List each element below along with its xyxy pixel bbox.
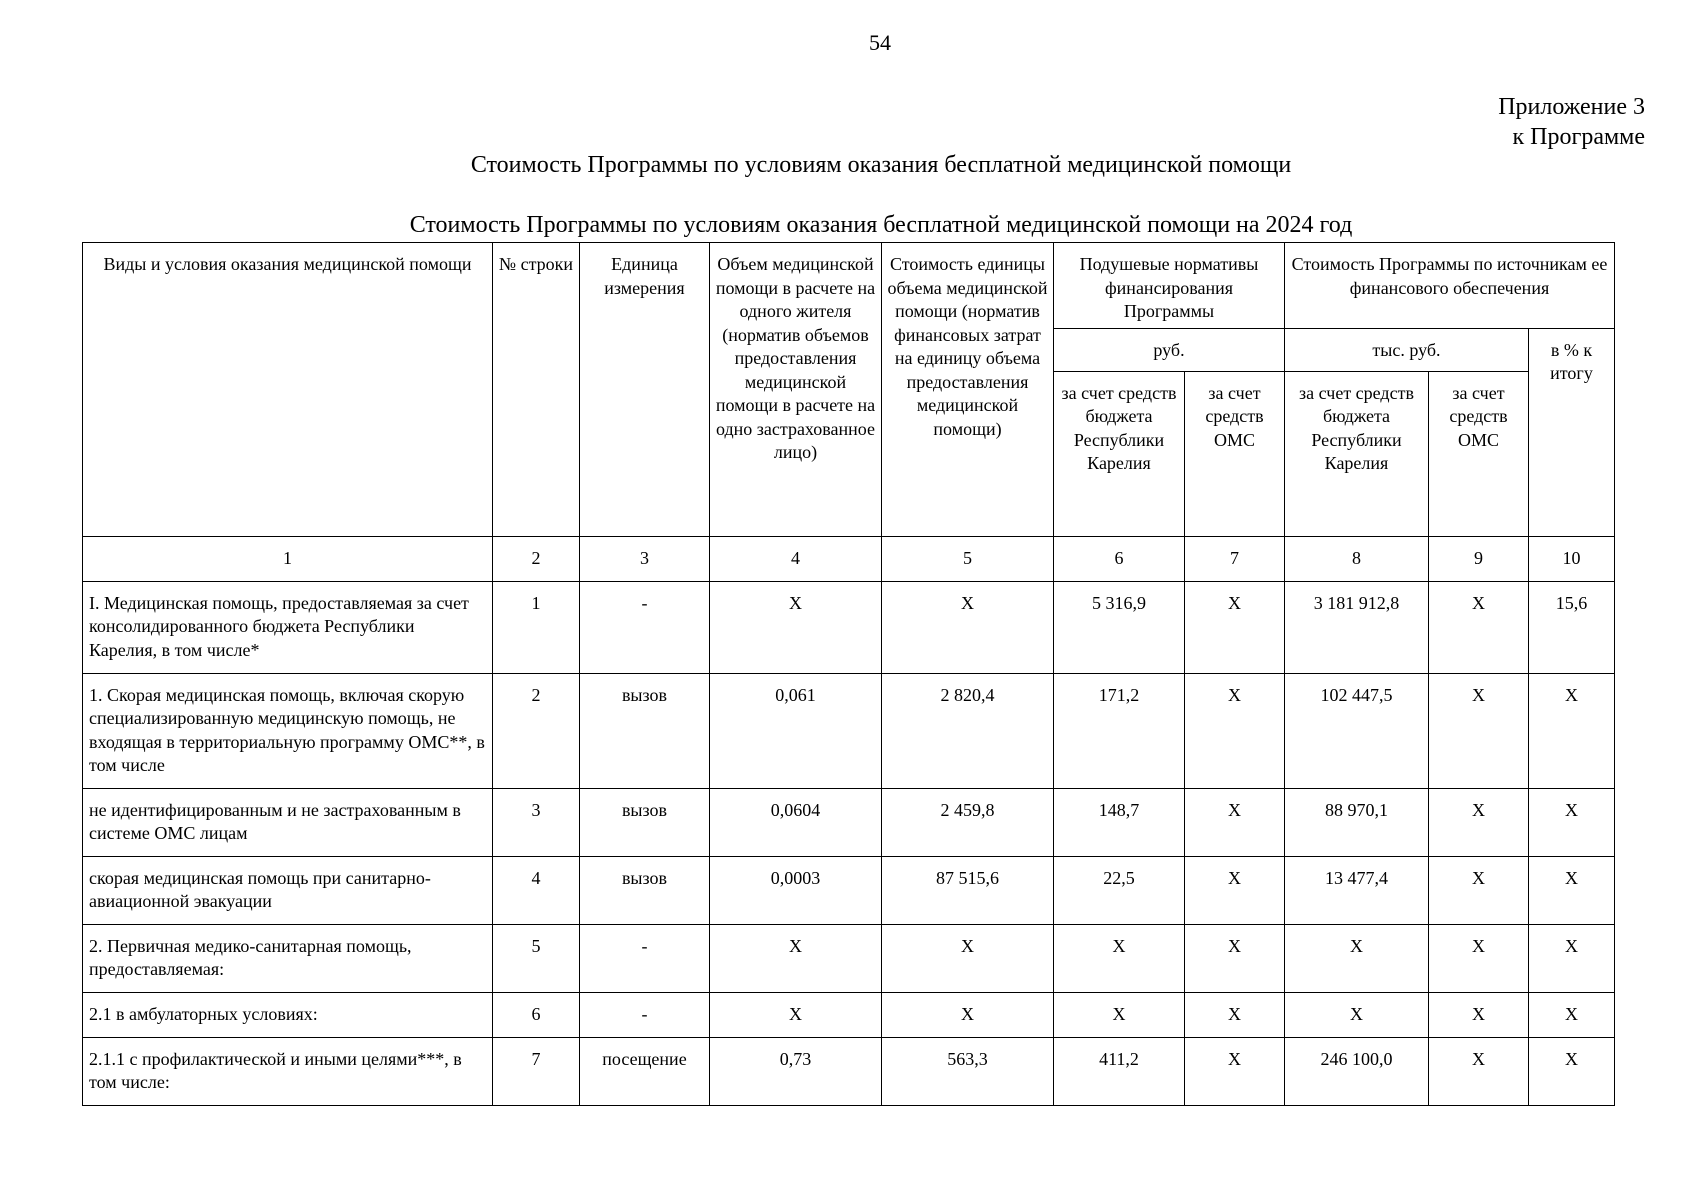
row-cost-oms: X: [1429, 581, 1529, 673]
header-cost-oms: за счет средств ОМС: [1429, 371, 1529, 536]
row-percent: X: [1529, 1037, 1615, 1105]
row-cost-oms: X: [1429, 673, 1529, 788]
row-norm-oms: X: [1185, 856, 1285, 924]
row-cost-budget: 102 447,5: [1285, 673, 1429, 788]
row-percent: 15,6: [1529, 581, 1615, 673]
row-cost-oms: X: [1429, 924, 1529, 992]
document-title: Стоимость Программы по условиям оказания бесплатной медицинской помощи: [470, 152, 1292, 178]
header-unit: Единица измерения: [580, 243, 710, 537]
table-title: Стоимость Программы по условиям оказания бесплатной медицинской помощи на 2024 год: [409, 212, 1353, 238]
header-unit-thousand-rub: тыс. руб.: [1285, 328, 1529, 371]
row-cost-oms: X: [1429, 788, 1529, 856]
header-types: Виды и условия оказания медицинской помощи: [83, 243, 493, 537]
row-name: не идентифицированным и не застрахованным в системе ОМС лицам: [83, 788, 493, 856]
row-unit-cost: 87 515,6: [882, 856, 1054, 924]
row-line-number: 3: [493, 788, 580, 856]
row-norm-oms: X: [1185, 581, 1285, 673]
column-number: 2: [493, 536, 580, 581]
header-unit-cost: Стоимость единицы объема медицинской помощи (норматив финансовых затрат на единицу объема предоставления медицинской помощи): [882, 243, 1054, 537]
header-percent-total: в % к итогу: [1529, 328, 1615, 536]
table-row: [83, 673, 1615, 788]
row-line-number: 2: [493, 673, 580, 788]
row-norm-oms: X: [1185, 1037, 1285, 1105]
appendix-label: [1498, 92, 1645, 152]
appendix-line-1: Приложение 3: [1498, 94, 1645, 120]
row-cost-budget: 3 181 912,8: [1285, 581, 1429, 673]
row-name: 2. Первичная медико-санитарная помощь, предоставляемая:: [83, 924, 493, 992]
row-volume: 0,0604: [710, 788, 882, 856]
row-cost-budget: X: [1285, 924, 1429, 992]
column-number: 7: [1185, 536, 1285, 581]
row-norm-oms: X: [1185, 924, 1285, 992]
row-line-number: 7: [493, 1037, 580, 1105]
column-number: 3: [580, 536, 710, 581]
row-cost-oms: X: [1429, 856, 1529, 924]
row-cost-oms: X: [1429, 1037, 1529, 1105]
row-unit: -: [580, 581, 710, 673]
row-line-number: 1: [493, 581, 580, 673]
row-cost-budget: 88 970,1: [1285, 788, 1429, 856]
column-number: 6: [1054, 536, 1185, 581]
header-row-1: [83, 243, 1615, 329]
row-unit: -: [580, 924, 710, 992]
header-per-capita-norms: Подушевые нормативы финансирования Программы: [1054, 243, 1285, 329]
row-unit: -: [580, 992, 710, 1037]
row-norm-budget: 5 316,9: [1054, 581, 1185, 673]
row-percent: X: [1529, 924, 1615, 992]
row-unit: вызов: [580, 788, 710, 856]
header-cost-budget: за счет средств бюджета Республики Карелия: [1285, 371, 1429, 536]
column-number: 8: [1285, 536, 1429, 581]
column-number: 1: [83, 536, 493, 581]
table-row: [83, 788, 1615, 856]
row-cost-oms: X: [1429, 992, 1529, 1037]
row-name: 2.1 в амбулаторных условиях:: [83, 992, 493, 1037]
row-line-number: 6: [493, 992, 580, 1037]
row-norm-oms: X: [1185, 992, 1285, 1037]
row-unit-cost: X: [882, 924, 1054, 992]
row-norm-budget: 22,5: [1054, 856, 1185, 924]
table-row: [83, 992, 1615, 1037]
row-volume: 0,061: [710, 673, 882, 788]
row-line-number: 4: [493, 856, 580, 924]
header-volume: Объем медицинской помощи в расчете на одного жителя (норматив объемов предоставления медицинской помощи в расчете на одно застрахованное лицо): [710, 243, 882, 537]
cost-table: [82, 242, 1615, 1106]
column-number-row: [83, 536, 1615, 581]
row-norm-budget: 171,2: [1054, 673, 1185, 788]
column-number: 9: [1429, 536, 1529, 581]
row-unit-cost: X: [882, 992, 1054, 1037]
row-unit: посещение: [580, 1037, 710, 1105]
row-volume: X: [710, 992, 882, 1037]
row-cost-budget: 13 477,4: [1285, 856, 1429, 924]
column-number: 4: [710, 536, 882, 581]
header-program-cost: Стоимость Программы по источникам ее финансового обеспечения: [1285, 243, 1615, 329]
row-volume: X: [710, 581, 882, 673]
row-volume: X: [710, 924, 882, 992]
row-unit: вызов: [580, 673, 710, 788]
row-unit-cost: 2 459,8: [882, 788, 1054, 856]
row-line-number: 5: [493, 924, 580, 992]
row-percent: X: [1529, 788, 1615, 856]
row-norm-budget: 148,7: [1054, 788, 1185, 856]
table-row: [83, 856, 1615, 924]
header-norm-budget: за счет средств бюджета Республики Карелия: [1054, 371, 1185, 536]
row-name: 2.1.1 с профилактической и иными целями***, в том числе:: [83, 1037, 493, 1105]
row-unit-cost: 2 820,4: [882, 673, 1054, 788]
row-norm-budget: X: [1054, 992, 1185, 1037]
header-line-number: № строки: [493, 243, 580, 537]
row-percent: X: [1529, 992, 1615, 1037]
appendix-line-2: к Программе: [1512, 124, 1645, 150]
table-row: [83, 1037, 1615, 1105]
row-percent: X: [1529, 856, 1615, 924]
column-number: 5: [882, 536, 1054, 581]
row-name: I. Медицинская помощь, предоставляемая за счет консолидированного бюджета Республики Карелия, в том числе*: [83, 581, 493, 673]
header-norm-oms: за счет средств ОМС: [1185, 371, 1285, 536]
row-cost-budget: X: [1285, 992, 1429, 1037]
row-norm-oms: X: [1185, 673, 1285, 788]
row-norm-budget: X: [1054, 924, 1185, 992]
row-name: скорая медицинская помощь при санитарно-авиационной эвакуации: [83, 856, 493, 924]
column-number: 10: [1529, 536, 1615, 581]
header-unit-rub: руб.: [1054, 328, 1285, 371]
row-norm-oms: X: [1185, 788, 1285, 856]
table-row: [83, 924, 1615, 992]
page-number: 54: [869, 30, 891, 55]
row-unit-cost: 563,3: [882, 1037, 1054, 1105]
row-volume: 0,73: [710, 1037, 882, 1105]
row-unit: вызов: [580, 856, 710, 924]
row-name: 1. Скорая медицинская помощь, включая скорую специализированную медицинскую помощь, не входящая в территориальную программу ОМС**, в том числе: [83, 673, 493, 788]
row-volume: 0,0003: [710, 856, 882, 924]
row-norm-budget: 411,2: [1054, 1037, 1185, 1105]
table-row: [83, 581, 1615, 673]
row-cost-budget: 246 100,0: [1285, 1037, 1429, 1105]
row-unit-cost: X: [882, 581, 1054, 673]
row-percent: X: [1529, 673, 1615, 788]
